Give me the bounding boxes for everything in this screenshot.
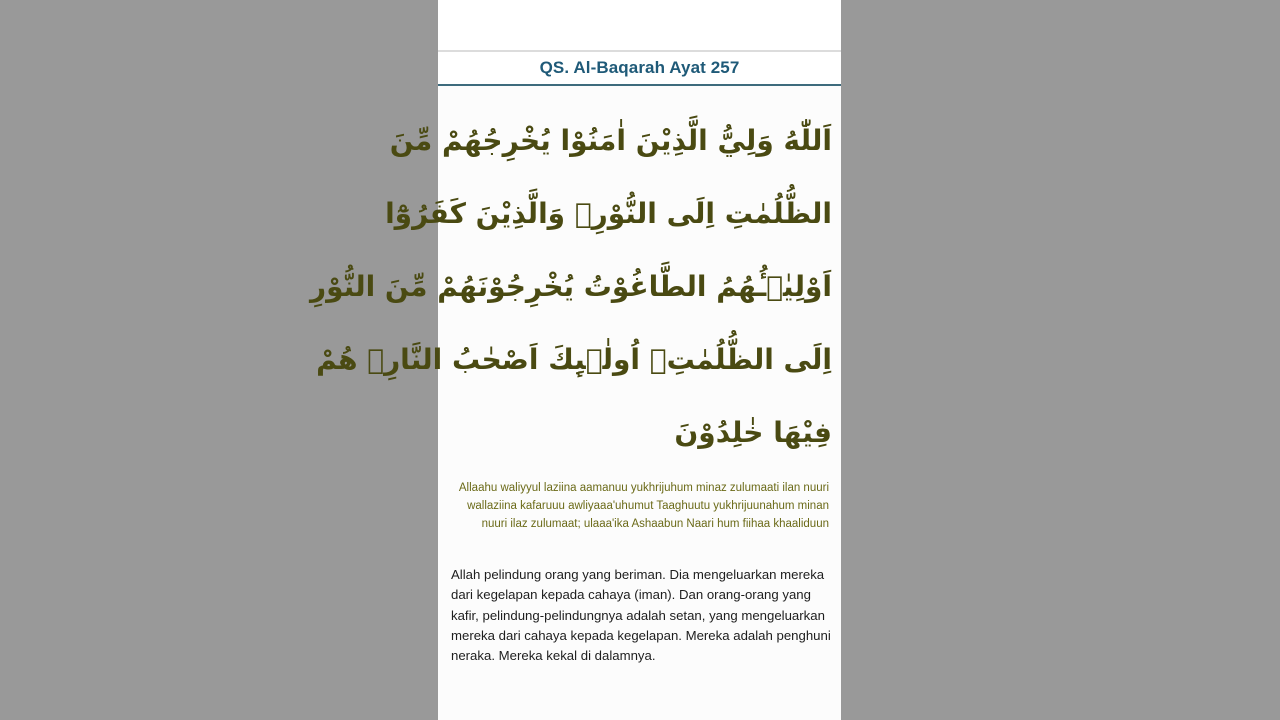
arabic-line: فِيْهَا خٰلِدُوْنَ <box>674 416 832 449</box>
verse-translation: Allah pelindung orang yang beriman. Dia mengeluarkan mereka dari kegelapan kepada cahaya (iman). Dan orang-orang yang kafir, pelindung-pelindungnya adalah setan, yang mengeluarkan mereka dari cahaya kepada kegelapan. Mereka adalah penghuni neraka. Mereka kekal di dalamnya. <box>451 567 831 664</box>
header-bar <box>438 50 841 86</box>
latin-transliteration: Allaahu waliyyul laziina aamanuu yukhrijuhum minaz zulumaati ilan nuuri wallaziina kafaruuu awliyaaa'uhumut Taaghuutu yukhrijuunahum minan nuuri ilaz zulumaat; ulaaa'ika Ashaabun Naari hum fiihaa khaaliduun <box>458 482 829 530</box>
top-blank-area <box>438 0 841 50</box>
arabic-line: اَوْلِيٰۤـُٔهُمُ الطَّاغُوْتُ يُخْرِجُوْنَهُمْ مِّنَ النُّوْرِ <box>309 270 832 303</box>
arabic-line: اَللّٰهُ وَلِيُّ الَّذِيْنَ اٰمَنُوْا يُخْرِجُهُمْ مِّنَ <box>389 124 832 157</box>
arabic-line: الظُّلُمٰتِ اِلَى النُّوْرِۗ وَالَّذِيْنَ كَفَرُوْٓا <box>385 197 832 230</box>
phone-screen <box>309 0 841 720</box>
page-title: QS. Al-Baqarah Ayat 257 <box>539 58 740 77</box>
arabic-verse <box>309 104 832 469</box>
arabic-line: اِلَى الظُّلُمٰتِۗ اُولٰۤىِٕكَ اَصْحٰبُ النَّارِۚ هُمْ <box>316 343 832 376</box>
